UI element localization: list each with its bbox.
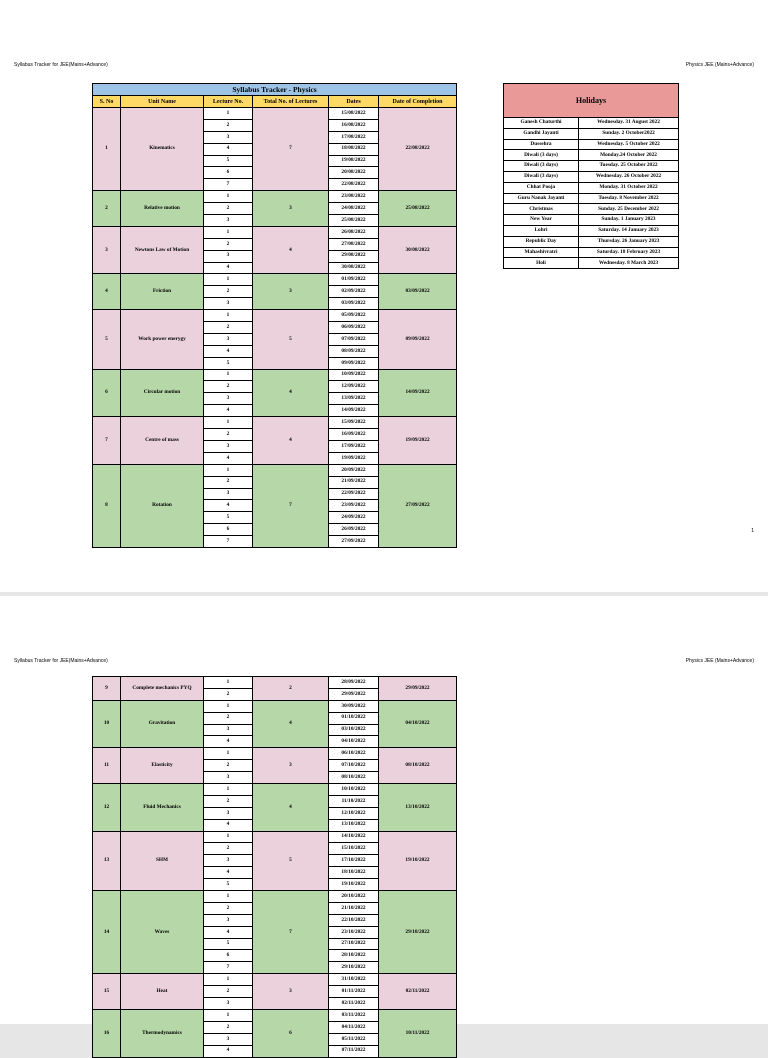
lecture-number: 4 [204, 143, 253, 155]
lecture-number: 2 [204, 688, 253, 700]
syllabus-tracker-table [92, 83, 457, 548]
completion-date: 10/11/2022 [379, 1009, 457, 1057]
holiday-name: Holi [504, 258, 579, 269]
total-lectures: 5 [253, 310, 329, 369]
total-lectures: 3 [253, 274, 329, 310]
lecture-number: 3 [204, 393, 253, 405]
table-row [93, 700, 457, 712]
lecture-number: 2 [204, 986, 253, 998]
lecture-date: 27/09/2022 [329, 536, 379, 548]
unit-serial: 1 [93, 108, 121, 191]
lecture-number: 5 [204, 155, 253, 167]
lecture-number: 6 [204, 167, 253, 179]
lecture-number: 1 [204, 784, 253, 796]
unit-serial: 2 [93, 191, 121, 227]
lecture-date: 12/10/2022 [329, 807, 379, 819]
lecture-date: 04/11/2022 [329, 1021, 379, 1033]
total-lectures: 4 [253, 700, 329, 748]
lecture-number: 5 [204, 879, 253, 891]
total-lectures: 5 [253, 831, 329, 890]
holiday-name: Guru Nanak Jayanti [504, 193, 579, 204]
holiday-date: Saturday. 18 February 2023 [579, 247, 679, 258]
lecture-date: 07/11/2022 [329, 1045, 379, 1057]
unit-serial: 11 [93, 748, 121, 784]
holiday-date: Tuesday. 8 November 2022 [579, 193, 679, 204]
unit-serial: 6 [93, 369, 121, 417]
lecture-number: 1 [204, 226, 253, 238]
column-header: Unit Name [121, 96, 204, 108]
holiday-row [504, 161, 679, 172]
lecture-date: 01/09/2022 [329, 274, 379, 286]
completion-date: 13/10/2022 [379, 784, 457, 832]
table-row [93, 1009, 457, 1021]
lecture-date: 18/10/2022 [329, 867, 379, 879]
unit-name: Work power enerygy [121, 310, 204, 369]
lecture-number: 2 [204, 203, 253, 215]
total-lectures: 3 [253, 748, 329, 784]
lecture-number: 4 [204, 500, 253, 512]
holiday-date: Wednesday. 26 October 2022 [579, 171, 679, 182]
lecture-date: 05/11/2022 [329, 1033, 379, 1045]
lecture-date: 05/09/2022 [329, 310, 379, 322]
completion-date: 08/10/2022 [379, 748, 457, 784]
table-row [93, 677, 457, 689]
completion-date: 02/11/2022 [379, 974, 457, 1010]
total-lectures: 6 [253, 1009, 329, 1057]
holiday-row [504, 225, 679, 236]
unit-name: Elasticity [121, 748, 204, 784]
lecture-date: 17/10/2022 [329, 855, 379, 867]
lecture-date: 13/09/2022 [329, 393, 379, 405]
holiday-date: Sunday. 1 January 2023 [579, 215, 679, 226]
lecture-date: 15/09/2022 [329, 417, 379, 429]
lecture-number: 2 [204, 429, 253, 441]
holiday-date: Sunday. 25 December 2022 [579, 204, 679, 215]
unit-name: SHM [121, 831, 204, 890]
lecture-number: 1 [204, 369, 253, 381]
holiday-date: Sunday. 2 October2022 [579, 128, 679, 139]
holiday-row [504, 215, 679, 226]
unit-serial: 4 [93, 274, 121, 310]
completion-date: 25/08/2022 [379, 191, 457, 227]
lecture-date: 18/08/2022 [329, 143, 379, 155]
lecture-date: 03/11/2022 [329, 1009, 379, 1021]
lecture-date: 17/08/2022 [329, 131, 379, 143]
header-left: Syllabus Tracker for JEE(Mains+Advance) [14, 658, 108, 664]
lecture-date: 26/09/2022 [329, 524, 379, 536]
holiday-date: Monday. 31 October 2022 [579, 182, 679, 193]
lecture-number: 7 [204, 179, 253, 191]
unit-name: Newtons Law of Motion [121, 226, 204, 274]
lecture-date: 20/10/2022 [329, 891, 379, 903]
lecture-number: 2 [204, 119, 253, 131]
lecture-date: 06/09/2022 [329, 322, 379, 334]
table-row [93, 464, 457, 476]
lecture-number: 1 [204, 831, 253, 843]
lecture-number: 3 [204, 724, 253, 736]
unit-name: Kinematics [121, 108, 204, 191]
lecture-date: 10/10/2022 [329, 784, 379, 796]
holiday-row [504, 128, 679, 139]
total-lectures: 7 [253, 108, 329, 191]
lecture-date: 17/09/2022 [329, 440, 379, 452]
lecture-date: 22/08/2022 [329, 179, 379, 191]
unit-serial: 7 [93, 417, 121, 465]
lecture-number: 4 [204, 262, 253, 274]
completion-date: 19/09/2022 [379, 417, 457, 465]
lecture-date: 13/10/2022 [329, 819, 379, 831]
lecture-date: 16/08/2022 [329, 119, 379, 131]
lecture-date: 07/09/2022 [329, 333, 379, 345]
unit-serial: 14 [93, 891, 121, 974]
holiday-date: Monday.24 October 2022 [579, 150, 679, 161]
lecture-number: 2 [204, 843, 253, 855]
lecture-number: 3 [204, 215, 253, 227]
unit-name: Relative motion [121, 191, 204, 227]
lecture-date: 02/11/2022 [329, 998, 379, 1010]
column-header: Dates [329, 96, 379, 108]
completion-date: 29/10/2022 [379, 891, 457, 974]
lecture-date: 31/10/2022 [329, 974, 379, 986]
lecture-date: 30/08/2022 [329, 262, 379, 274]
lecture-number: 3 [204, 807, 253, 819]
lecture-date: 29/09/2022 [329, 688, 379, 700]
lecture-date: 21/09/2022 [329, 476, 379, 488]
header-right: Physics JEE (Mains+Advance) [685, 658, 754, 664]
table-row [93, 974, 457, 986]
lecture-date: 22/09/2022 [329, 488, 379, 500]
lecture-number: 4 [204, 1045, 253, 1057]
holiday-name: Lohri [504, 225, 579, 236]
lecture-date: 19/09/2022 [329, 452, 379, 464]
column-header: Total No. of Lectures [253, 96, 329, 108]
holiday-row [504, 118, 679, 129]
total-lectures: 4 [253, 784, 329, 832]
holiday-row [504, 182, 679, 193]
holiday-date: Wednesday. 8 March 2023 [579, 258, 679, 269]
holidays-table [503, 83, 679, 269]
holiday-name: Diwali (3 days) [504, 171, 579, 182]
header-left: Syllabus Tracker for JEE(Mains+Advance) [14, 62, 108, 68]
lecture-date: 27/08/2022 [329, 238, 379, 250]
lecture-number: 1 [204, 748, 253, 760]
unit-name: Rotation [121, 464, 204, 547]
unit-name: Heat [121, 974, 204, 1010]
lecture-number: 4 [204, 405, 253, 417]
unit-serial: 15 [93, 974, 121, 1010]
table-row [93, 310, 457, 322]
lecture-date: 29/10/2022 [329, 962, 379, 974]
total-lectures: 7 [253, 464, 329, 547]
lecture-number: 3 [204, 131, 253, 143]
holiday-name: New Year [504, 215, 579, 226]
page-number: 1 [751, 528, 754, 534]
header-right: Physics JEE (Mains+Advance) [685, 62, 754, 68]
holiday-name: Christmas [504, 204, 579, 215]
lecture-date: 02/09/2022 [329, 286, 379, 298]
lecture-date: 06/10/2022 [329, 748, 379, 760]
holiday-name: Ganesh Chaturthi [504, 118, 579, 129]
unit-name: Thermodynamics [121, 1009, 204, 1057]
lecture-date: 09/09/2022 [329, 357, 379, 369]
completion-date: 14/09/2022 [379, 369, 457, 417]
lecture-number: 1 [204, 1009, 253, 1021]
holiday-date: Tuesday. 25 October 2022 [579, 161, 679, 172]
lecture-date: 30/09/2022 [329, 700, 379, 712]
lecture-number: 2 [204, 760, 253, 772]
lecture-date: 23/09/2022 [329, 500, 379, 512]
lecture-number: 3 [204, 772, 253, 784]
lecture-date: 04/10/2022 [329, 736, 379, 748]
lecture-number: 3 [204, 855, 253, 867]
holiday-name: Gandhi Jayanti [504, 128, 579, 139]
table-row [93, 226, 457, 238]
lecture-date: 15/10/2022 [329, 843, 379, 855]
table-row [93, 274, 457, 286]
lecture-number: 5 [204, 938, 253, 950]
holiday-name: Republic Day [504, 236, 579, 247]
completion-date: 22/08/2022 [379, 108, 457, 191]
lecture-number: 2 [204, 1021, 253, 1033]
unit-serial: 5 [93, 310, 121, 369]
lecture-date: 22/10/2022 [329, 914, 379, 926]
lecture-date: 15/08/2022 [329, 108, 379, 120]
completion-date: 27/09/2022 [379, 464, 457, 547]
lecture-number: 1 [204, 700, 253, 712]
lecture-number: 4 [204, 452, 253, 464]
holiday-name: Dussehra [504, 139, 579, 150]
unit-name: Friction [121, 274, 204, 310]
unit-name: Circular motion [121, 369, 204, 417]
total-lectures: 4 [253, 369, 329, 417]
lecture-date: 07/10/2022 [329, 760, 379, 772]
lecture-number: 2 [204, 902, 253, 914]
unit-serial: 12 [93, 784, 121, 832]
lecture-date: 23/10/2022 [329, 926, 379, 938]
lecture-number: 1 [204, 974, 253, 986]
table-row [93, 417, 457, 429]
holiday-row [504, 171, 679, 182]
tracker-title: Syllabus Tracker - Physics [93, 84, 457, 96]
holiday-name: Diwali (3 days) [504, 161, 579, 172]
total-lectures: 4 [253, 226, 329, 274]
unit-name: Fluid Mechanics [121, 784, 204, 832]
lecture-date: 03/09/2022 [329, 298, 379, 310]
holiday-name: Mahashivratri [504, 247, 579, 258]
column-header: Lecture No. [204, 96, 253, 108]
lecture-date: 23/08/2022 [329, 191, 379, 203]
lecture-date: 19/10/2022 [329, 879, 379, 891]
table-row [93, 369, 457, 381]
lecture-number: 3 [204, 440, 253, 452]
lecture-number: 2 [204, 795, 253, 807]
lecture-date: 20/09/2022 [329, 464, 379, 476]
lecture-number: 7 [204, 962, 253, 974]
lecture-date: 24/09/2022 [329, 512, 379, 524]
holiday-row [504, 258, 679, 269]
lecture-date: 10/09/2022 [329, 369, 379, 381]
lecture-date: 29/08/2022 [329, 250, 379, 262]
lecture-number: 7 [204, 536, 253, 548]
lecture-date: 16/09/2022 [329, 429, 379, 441]
lecture-date: 12/09/2022 [329, 381, 379, 393]
total-lectures: 2 [253, 677, 329, 701]
total-lectures: 3 [253, 974, 329, 1010]
lecture-date: 03/10/2022 [329, 724, 379, 736]
lecture-number: 6 [204, 950, 253, 962]
table-row [93, 784, 457, 796]
holiday-name: Diwali (3 days) [504, 150, 579, 161]
holiday-row [504, 139, 679, 150]
lecture-date: 20/08/2022 [329, 167, 379, 179]
lecture-number: 1 [204, 677, 253, 689]
lecture-date: 21/10/2022 [329, 902, 379, 914]
lecture-number: 4 [204, 867, 253, 879]
lecture-number: 2 [204, 712, 253, 724]
unit-name: Gravitation [121, 700, 204, 748]
lecture-date: 27/10/2022 [329, 938, 379, 950]
holiday-row [504, 247, 679, 258]
lecture-date: 24/08/2022 [329, 203, 379, 215]
completion-date: 29/09/2022 [379, 677, 457, 701]
lecture-number: 2 [204, 238, 253, 250]
completion-date: 03/09/2022 [379, 274, 457, 310]
unit-serial: 13 [93, 831, 121, 890]
unit-name: Waves [121, 891, 204, 974]
lecture-number: 3 [204, 488, 253, 500]
lecture-date: 14/09/2022 [329, 405, 379, 417]
holiday-row [504, 204, 679, 215]
holiday-date: Wednesday. 31 August 2022 [579, 118, 679, 129]
column-header: S. No [93, 96, 121, 108]
unit-serial: 3 [93, 226, 121, 274]
syllabus-tracker-table-continued [92, 676, 457, 1058]
lecture-number: 3 [204, 298, 253, 310]
lecture-date: 28/10/2022 [329, 950, 379, 962]
lecture-number: 1 [204, 464, 253, 476]
holiday-name: Chhat Pooja [504, 182, 579, 193]
lecture-number: 6 [204, 524, 253, 536]
holiday-date: Thursday. 26 January 2023 [579, 236, 679, 247]
lecture-date: 01/10/2022 [329, 712, 379, 724]
completion-date: 30/08/2022 [379, 226, 457, 274]
lecture-date: 25/08/2022 [329, 215, 379, 227]
total-lectures: 7 [253, 891, 329, 974]
lecture-date: 11/10/2022 [329, 795, 379, 807]
completion-date: 09/09/2022 [379, 310, 457, 369]
lecture-number: 4 [204, 345, 253, 357]
table-row [93, 891, 457, 903]
total-lectures: 4 [253, 417, 329, 465]
holiday-row [504, 193, 679, 204]
lecture-number: 2 [204, 381, 253, 393]
holiday-date: Wednesday. 5 October 2022 [579, 139, 679, 150]
lecture-number: 3 [204, 1033, 253, 1045]
completion-date: 04/10/2022 [379, 700, 457, 748]
unit-name: Centre of mass [121, 417, 204, 465]
lecture-date: 01/11/2022 [329, 986, 379, 998]
lecture-date: 19/08/2022 [329, 155, 379, 167]
unit-serial: 9 [93, 677, 121, 701]
lecture-number: 5 [204, 357, 253, 369]
completion-date: 19/10/2022 [379, 831, 457, 890]
table-row [93, 831, 457, 843]
lecture-number: 1 [204, 191, 253, 203]
column-header: Date of Completion [379, 96, 457, 108]
page-2 [0, 596, 768, 1054]
lecture-number: 4 [204, 819, 253, 831]
unit-name: Complete mechanics PYQ [121, 677, 204, 701]
holiday-row [504, 150, 679, 161]
lecture-number: 5 [204, 512, 253, 524]
unit-serial: 10 [93, 700, 121, 748]
lecture-number: 3 [204, 250, 253, 262]
lecture-number: 1 [204, 417, 253, 429]
lecture-date: 26/08/2022 [329, 226, 379, 238]
lecture-number: 1 [204, 891, 253, 903]
lecture-date: 08/10/2022 [329, 772, 379, 784]
lecture-number: 2 [204, 286, 253, 298]
lecture-date: 08/09/2022 [329, 345, 379, 357]
lecture-number: 1 [204, 274, 253, 286]
lecture-number: 3 [204, 333, 253, 345]
lecture-number: 1 [204, 310, 253, 322]
table-row [93, 191, 457, 203]
lecture-number: 4 [204, 926, 253, 938]
lecture-number: 3 [204, 914, 253, 926]
lecture-number: 4 [204, 736, 253, 748]
total-lectures: 3 [253, 191, 329, 227]
lecture-number: 2 [204, 322, 253, 334]
lecture-number: 2 [204, 476, 253, 488]
lecture-date: 28/09/2022 [329, 677, 379, 689]
table-row [93, 108, 457, 120]
holidays-title: Holidays [504, 84, 679, 118]
table-row [93, 748, 457, 760]
holiday-row [504, 236, 679, 247]
unit-serial: 16 [93, 1009, 121, 1057]
lecture-date: 14/10/2022 [329, 831, 379, 843]
lecture-number: 3 [204, 998, 253, 1010]
lecture-number: 1 [204, 108, 253, 120]
unit-serial: 8 [93, 464, 121, 547]
holiday-date: Saturday. 14 January 2023 [579, 225, 679, 236]
